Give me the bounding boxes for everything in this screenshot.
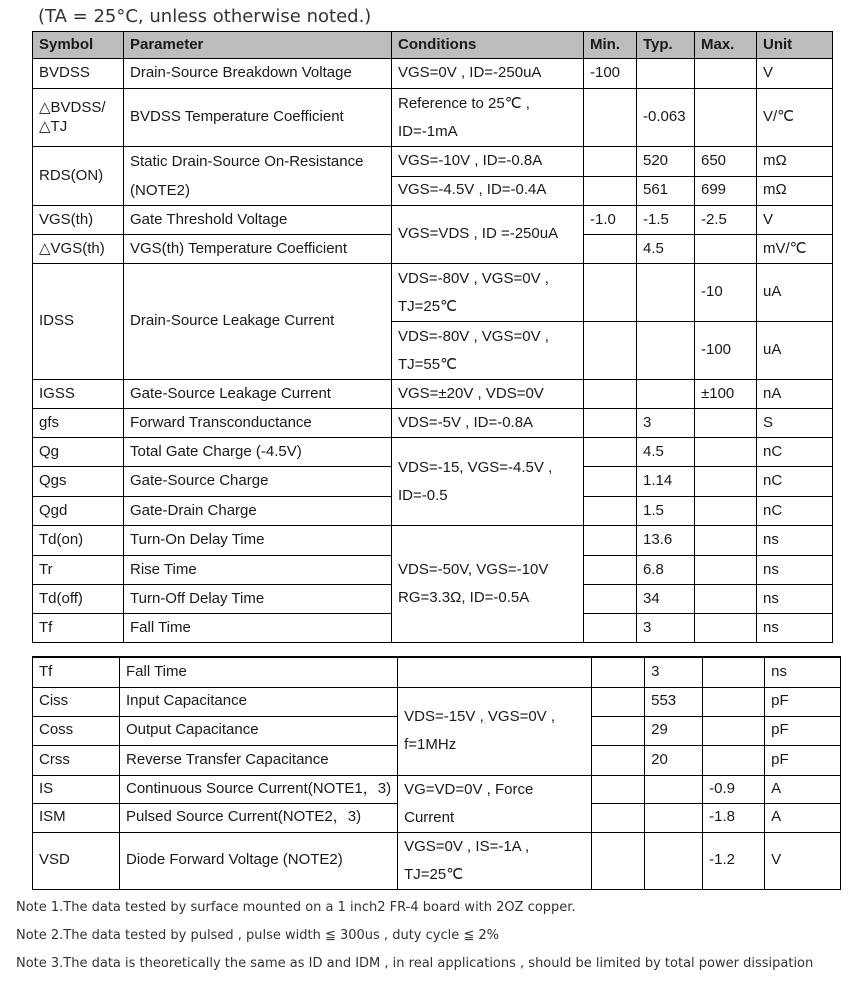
- max-cell: [703, 657, 765, 687]
- max-cell: -2.5: [695, 206, 757, 235]
- min-cell: -100: [584, 59, 637, 89]
- parameter-cell: Continuous Source Current(NOTE1，3): [120, 775, 398, 803]
- max-cell: [703, 745, 765, 775]
- symbol-cell: △BVDSS/△TJ: [33, 89, 124, 147]
- unit-cell: uA: [757, 264, 833, 322]
- max-cell: -1.8: [703, 803, 765, 832]
- typ-cell: 34: [637, 585, 695, 614]
- min-cell: [584, 467, 637, 497]
- table-row: [33, 264, 833, 322]
- parameter-cell: Fall Time: [120, 657, 398, 687]
- parameter-cell: Gate-Source Leakage Current: [124, 380, 392, 409]
- unit-cell: pF: [765, 687, 841, 716]
- unit-cell: V: [757, 59, 833, 89]
- unit-cell: nC: [757, 497, 833, 526]
- symbol-cell: Tr: [33, 556, 124, 585]
- min-cell: [584, 235, 637, 264]
- typ-cell: [637, 264, 695, 322]
- conditions-cell: VDS=-80V , VGS=0V , TJ=55℃: [392, 322, 584, 380]
- max-cell: [695, 89, 757, 147]
- max-cell: [695, 497, 757, 526]
- footnotes: [16, 898, 813, 982]
- min-cell: [584, 614, 637, 643]
- unit-cell: ns: [757, 585, 833, 614]
- unit-cell: mΩ: [757, 176, 833, 206]
- parameter-cell: Diode Forward Voltage (NOTE2): [120, 832, 398, 889]
- footnote-1: Note 1.The data tested by surface mounted on a 1 inch2 FR-4 board with 2OZ copper.: [16, 900, 576, 915]
- unit-cell: pF: [765, 745, 841, 775]
- parameter-cell: Input Capacitance: [120, 687, 398, 716]
- table-row: [33, 206, 833, 235]
- header-typ: Typ.: [637, 32, 695, 59]
- conditions-cell: VDS=-15, VGS=-4.5V , ID=-0.5: [392, 438, 584, 526]
- header-unit: Unit: [757, 32, 833, 59]
- typ-cell: 6.8: [637, 556, 695, 585]
- symbol-cell: Qgd: [33, 497, 124, 526]
- parameter-cell: Output Capacitance: [120, 716, 398, 745]
- max-cell: ±100: [695, 380, 757, 409]
- symbol-cell: Crss: [33, 745, 120, 775]
- min-cell: [584, 89, 637, 147]
- symbol-cell: Td(on): [33, 526, 124, 556]
- unit-cell: ns: [757, 556, 833, 585]
- symbol-cell: Qg: [33, 438, 124, 467]
- unit-cell: nC: [757, 438, 833, 467]
- typ-cell: 3: [637, 614, 695, 643]
- conditions-cell: VG=VD=0V , Force Current: [398, 775, 592, 832]
- min-cell: [592, 803, 645, 832]
- header-min: Min.: [584, 32, 637, 59]
- max-cell: -10: [695, 264, 757, 322]
- conditions-cell: VDS=-50V, VGS=-10V RG=3.3Ω, ID=-0.5A: [392, 526, 584, 643]
- table-row: [33, 380, 833, 409]
- max-cell: [695, 59, 757, 89]
- typ-cell: 553: [645, 687, 703, 716]
- typ-cell: 561: [637, 176, 695, 206]
- table-row: [33, 657, 841, 687]
- typ-cell: 3: [645, 657, 703, 687]
- parameter-cell: Forward Transconductance: [124, 409, 392, 438]
- parameter-cell: Turn-Off Delay Time: [124, 585, 392, 614]
- parameter-cell: Gate Threshold Voltage: [124, 206, 392, 235]
- conditions-cell: VGS=-10V , ID=-0.8A: [392, 147, 584, 177]
- table-caption: (TA = 25°C, unless otherwise noted.): [38, 6, 372, 27]
- parameter-cell: Rise Time: [124, 556, 392, 585]
- symbol-cell: ISM: [33, 803, 120, 832]
- symbol-cell: RDS(ON): [33, 147, 124, 206]
- symbol-cell: △VGS(th): [33, 235, 124, 264]
- parameter-cell: Drain-Source Breakdown Voltage: [124, 59, 392, 89]
- table-row: [33, 89, 833, 147]
- unit-cell: V: [757, 206, 833, 235]
- dynamic-characteristics-table: [32, 656, 841, 890]
- min-cell: [584, 585, 637, 614]
- min-cell: [584, 322, 637, 380]
- table-row: [33, 59, 833, 89]
- symbol-cell: Tf: [33, 657, 120, 687]
- max-cell: [695, 526, 757, 556]
- unit-cell: A: [765, 775, 841, 803]
- min-cell: [592, 832, 645, 889]
- unit-cell: ns: [757, 526, 833, 556]
- table-row: [33, 687, 841, 716]
- symbol-cell: Tf: [33, 614, 124, 643]
- min-cell: [584, 380, 637, 409]
- typ-cell: [637, 322, 695, 380]
- table-row: [33, 526, 833, 556]
- table-row: [33, 775, 841, 803]
- conditions-cell: VGS=±20V , VDS=0V: [392, 380, 584, 409]
- parameter-cell: Gate-Drain Charge: [124, 497, 392, 526]
- conditions-cell: [398, 657, 592, 687]
- min-cell: [584, 526, 637, 556]
- max-cell: 650: [695, 147, 757, 177]
- parameter-cell: Reverse Transfer Capacitance: [120, 745, 398, 775]
- typ-cell: 3: [637, 409, 695, 438]
- unit-cell: ns: [757, 614, 833, 643]
- max-cell: [695, 614, 757, 643]
- unit-cell: ns: [765, 657, 841, 687]
- symbol-cell: IDSS: [33, 264, 124, 380]
- symbol-cell: Ciss: [33, 687, 120, 716]
- header-conditions: Conditions: [392, 32, 584, 59]
- max-cell: 699: [695, 176, 757, 206]
- conditions-cell: Reference to 25℃ , ID=-1mA: [392, 89, 584, 147]
- max-cell: [695, 409, 757, 438]
- unit-cell: A: [765, 803, 841, 832]
- electrical-characteristics-table: [32, 31, 833, 643]
- header-max: Max.: [695, 32, 757, 59]
- min-cell: [584, 438, 637, 467]
- typ-cell: 4.5: [637, 438, 695, 467]
- conditions-cell: VDS=-15V , VGS=0V , f=1MHz: [398, 687, 592, 775]
- symbol-cell: Qgs: [33, 467, 124, 497]
- unit-cell: nA: [757, 380, 833, 409]
- typ-cell: 4.5: [637, 235, 695, 264]
- unit-cell: mΩ: [757, 147, 833, 177]
- footnote-3: Note 3.The data is theoretically the same as ID and IDM , in real applications , should be limited by total power dissipation: [16, 956, 814, 971]
- symbol-cell: IGSS: [33, 380, 124, 409]
- conditions-cell: VGS=0V , IS=-1A , TJ=25℃: [398, 832, 592, 889]
- min-cell: [592, 745, 645, 775]
- unit-cell: pF: [765, 716, 841, 745]
- max-cell: [695, 585, 757, 614]
- unit-cell: nC: [757, 467, 833, 497]
- conditions-cell: VGS=0V , ID=-250uA: [392, 59, 584, 89]
- typ-cell: [645, 775, 703, 803]
- max-cell: -1.2: [703, 832, 765, 889]
- min-cell: [584, 556, 637, 585]
- min-cell: [584, 176, 637, 206]
- min-cell: [584, 409, 637, 438]
- symbol-cell: VGS(th): [33, 206, 124, 235]
- max-cell: [703, 687, 765, 716]
- table-row: [33, 832, 841, 889]
- symbol-cell: gfs: [33, 409, 124, 438]
- min-cell: [592, 687, 645, 716]
- typ-cell: -0.063: [637, 89, 695, 147]
- typ-cell: [645, 803, 703, 832]
- unit-cell: V/℃: [757, 89, 833, 147]
- min-cell: -1.0: [584, 206, 637, 235]
- parameter-cell: Drain-Source Leakage Current: [124, 264, 392, 380]
- parameter-cell: Turn-On Delay Time: [124, 526, 392, 556]
- max-cell: -100: [695, 322, 757, 380]
- parameter-cell: VGS(th) Temperature Coefficient: [124, 235, 392, 264]
- symbol-cell: Td(off): [33, 585, 124, 614]
- typ-cell: [637, 59, 695, 89]
- symbol-cell: BVDSS: [33, 59, 124, 89]
- max-cell: [695, 438, 757, 467]
- typ-cell: [637, 380, 695, 409]
- conditions-cell: VDS=-5V , ID=-0.8A: [392, 409, 584, 438]
- table-row: [33, 409, 833, 438]
- max-cell: -0.9: [703, 775, 765, 803]
- min-cell: [592, 657, 645, 687]
- parameter-cell: Fall Time: [124, 614, 392, 643]
- typ-cell: 1.14: [637, 467, 695, 497]
- min-cell: [592, 775, 645, 803]
- unit-cell: S: [757, 409, 833, 438]
- conditions-cell: VDS=-80V , VGS=0V , TJ=25℃: [392, 264, 584, 322]
- symbol-cell: IS: [33, 775, 120, 803]
- max-cell: [695, 235, 757, 264]
- unit-cell: mV/℃: [757, 235, 833, 264]
- typ-cell: -1.5: [637, 206, 695, 235]
- typ-cell: 20: [645, 745, 703, 775]
- unit-cell: uA: [757, 322, 833, 380]
- min-cell: [592, 716, 645, 745]
- symbol-cell: VSD: [33, 832, 120, 889]
- typ-cell: 13.6: [637, 526, 695, 556]
- max-cell: [703, 716, 765, 745]
- max-cell: [695, 556, 757, 585]
- parameter-cell: BVDSS Temperature Coefficient: [124, 89, 392, 147]
- min-cell: [584, 264, 637, 322]
- parameter-cell: Static Drain-Source On-Resistance (NOTE2): [124, 147, 392, 206]
- typ-cell: 520: [637, 147, 695, 177]
- min-cell: [584, 147, 637, 177]
- typ-cell: [645, 832, 703, 889]
- table-row: [33, 147, 833, 177]
- table-row: [33, 438, 833, 467]
- unit-cell: V: [765, 832, 841, 889]
- min-cell: [584, 497, 637, 526]
- symbol-cell: Coss: [33, 716, 120, 745]
- conditions-cell: VGS=-4.5V , ID=-0.4A: [392, 176, 584, 206]
- header-parameter: Parameter: [124, 32, 392, 59]
- typ-cell: 1.5: [637, 497, 695, 526]
- conditions-cell: VGS=VDS , ID =-250uA: [392, 206, 584, 264]
- parameter-cell: Gate-Source Charge: [124, 467, 392, 497]
- parameter-cell: Total Gate Charge (-4.5V): [124, 438, 392, 467]
- parameter-cell: Pulsed Source Current(NOTE2，3): [120, 803, 398, 832]
- typ-cell: 29: [645, 716, 703, 745]
- footnote-2: Note 2.The data tested by pulsed , pulse width ≦ 300us , duty cycle ≦ 2%: [16, 928, 499, 943]
- header-row: [33, 32, 833, 59]
- header-symbol: Symbol: [33, 32, 124, 59]
- max-cell: [695, 467, 757, 497]
